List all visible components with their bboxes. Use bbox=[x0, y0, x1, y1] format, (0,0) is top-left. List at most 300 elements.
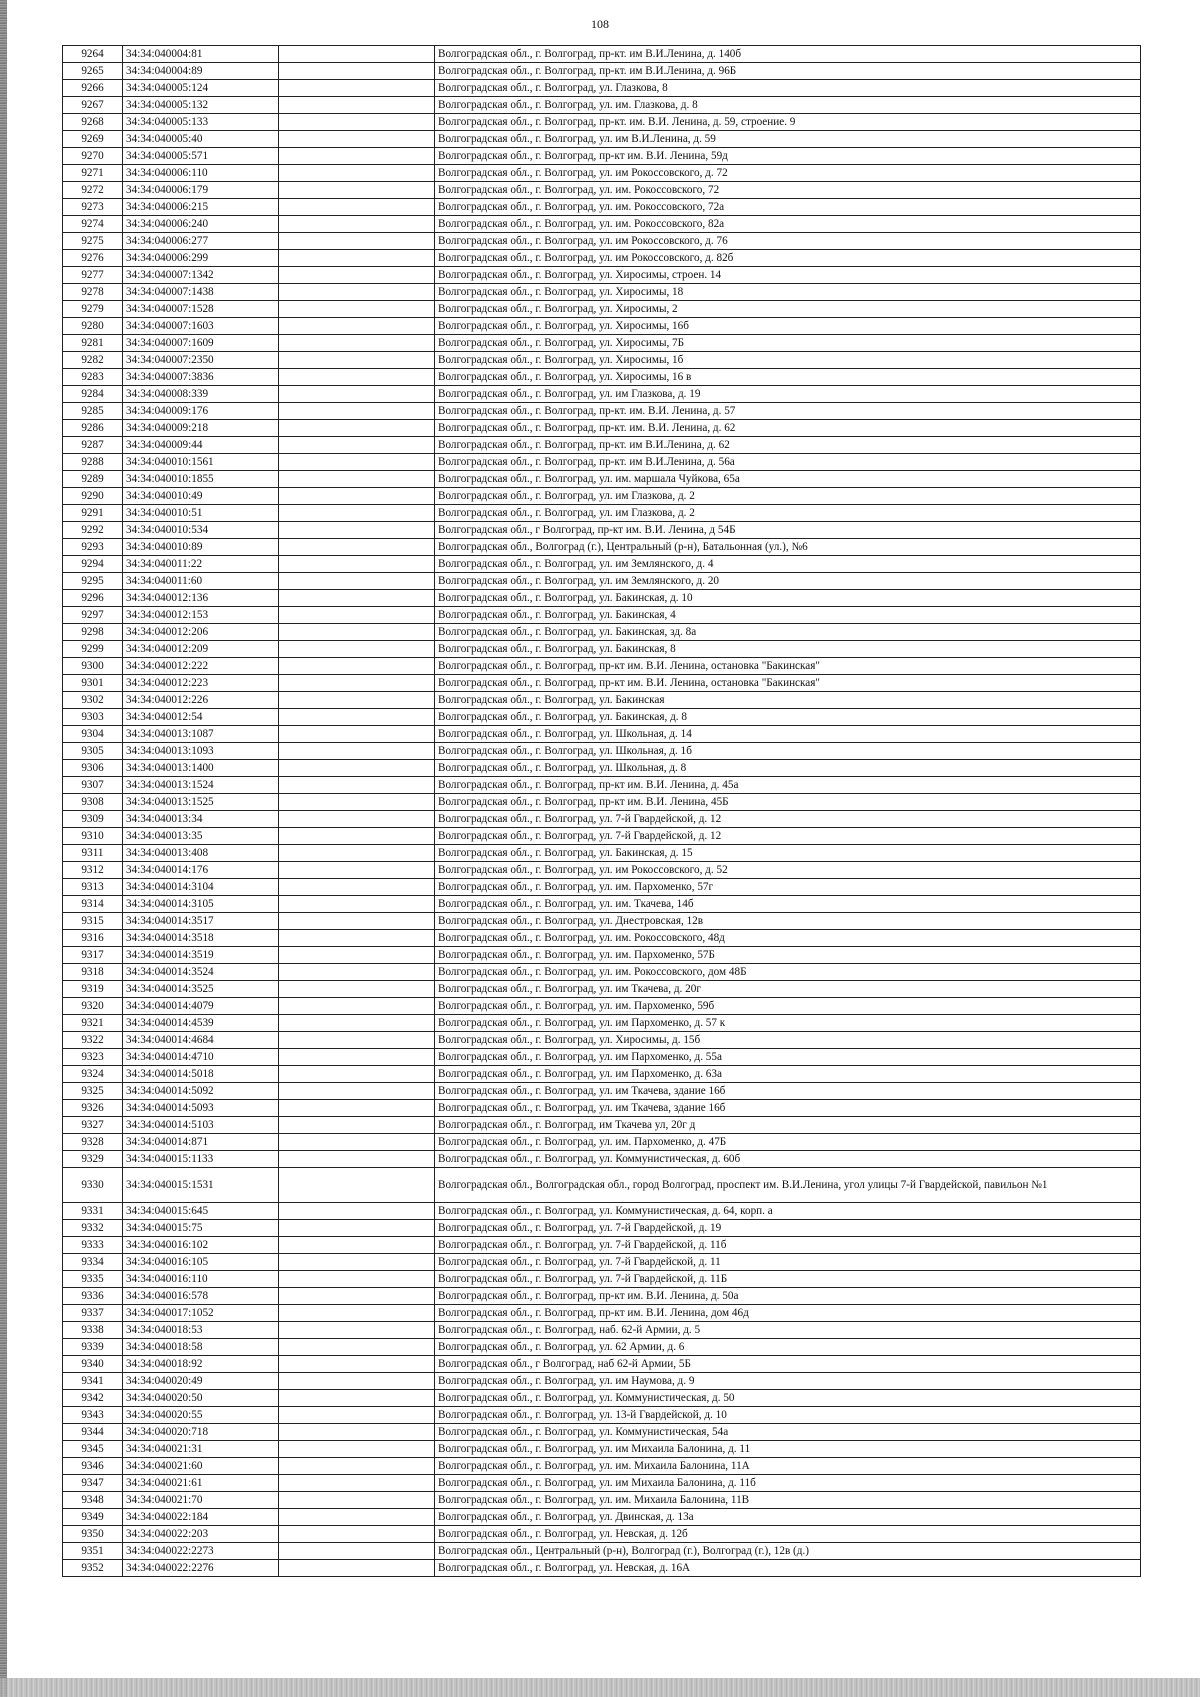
row-number-cell: 9329 bbox=[63, 1151, 123, 1168]
address-cell: Волгоградская обл., г. Волгоград, ул. Хиросимы, строен. 14 bbox=[435, 267, 1141, 284]
empty-cell bbox=[279, 301, 435, 318]
table-row bbox=[63, 590, 1141, 607]
cadastral-number-cell: 34:34:040011:22 bbox=[123, 556, 279, 573]
empty-cell bbox=[279, 352, 435, 369]
row-number-cell: 9332 bbox=[63, 1220, 123, 1237]
empty-cell bbox=[279, 454, 435, 471]
table-row bbox=[63, 794, 1141, 811]
address-cell: Волгоградская обл., г. Волгоград, ул. 7-й Гвардейской, д. 11Б bbox=[435, 1271, 1141, 1288]
empty-cell bbox=[279, 760, 435, 777]
row-number-cell: 9297 bbox=[63, 607, 123, 624]
row-number-cell: 9316 bbox=[63, 930, 123, 947]
row-number-cell: 9348 bbox=[63, 1492, 123, 1509]
address-cell: Волгоградская обл., г. Волгоград, ул. Бакинская, д. 8 bbox=[435, 709, 1141, 726]
row-number-cell: 9293 bbox=[63, 539, 123, 556]
scan-edge-bottom bbox=[0, 1678, 1200, 1697]
row-number-cell: 9284 bbox=[63, 386, 123, 403]
table-row bbox=[63, 913, 1141, 930]
address-cell: Волгоградская обл., г. Волгоград, ул. Невская, д. 16А bbox=[435, 1560, 1141, 1577]
cadastral-number-cell: 34:34:040010:1855 bbox=[123, 471, 279, 488]
empty-cell bbox=[279, 624, 435, 641]
table-row bbox=[63, 726, 1141, 743]
table-row bbox=[63, 896, 1141, 913]
address-cell: Волгоградская обл., г. Волгоград, пр-кт. им. В.И. Ленина, д. 59, строение. 9 bbox=[435, 114, 1141, 131]
empty-cell bbox=[279, 1560, 435, 1577]
address-cell: Волгоградская обл., г. Волгоград, ул. 62 Армии, д. 6 bbox=[435, 1339, 1141, 1356]
row-number-cell: 9328 bbox=[63, 1134, 123, 1151]
table-row bbox=[63, 1151, 1141, 1168]
empty-cell bbox=[279, 1424, 435, 1441]
cadastral-number-cell: 34:34:040015:645 bbox=[123, 1203, 279, 1220]
cadastral-number-cell: 34:34:040014:176 bbox=[123, 862, 279, 879]
address-cell: Волгоградская обл., г. Волгоград, пр-кт. им В.И.Ленина, д. 62 bbox=[435, 437, 1141, 454]
table-row bbox=[63, 505, 1141, 522]
empty-cell bbox=[279, 199, 435, 216]
address-cell: Волгоградская обл., г. Волгоград, ул. Невская, д. 12б bbox=[435, 1526, 1141, 1543]
table-row bbox=[63, 981, 1141, 998]
row-number-cell: 9318 bbox=[63, 964, 123, 981]
row-number-cell: 9285 bbox=[63, 403, 123, 420]
row-number-cell: 9345 bbox=[63, 1441, 123, 1458]
cadastral-number-cell: 34:34:040013:34 bbox=[123, 811, 279, 828]
cadastral-number-cell: 34:34:040021:60 bbox=[123, 1458, 279, 1475]
row-number-cell: 9334 bbox=[63, 1254, 123, 1271]
empty-cell bbox=[279, 1543, 435, 1560]
cadastral-number-cell: 34:34:040014:871 bbox=[123, 1134, 279, 1151]
address-cell: Волгоградская обл., г. Волгоград, ул. Двинская, д. 13а bbox=[435, 1509, 1141, 1526]
row-number-cell: 9344 bbox=[63, 1424, 123, 1441]
row-number-cell: 9275 bbox=[63, 233, 123, 250]
table-row bbox=[63, 947, 1141, 964]
empty-cell bbox=[279, 1134, 435, 1151]
address-cell: Волгоградская обл., г. Волгоград, ул. им. Михаила Балонина, 11А bbox=[435, 1458, 1141, 1475]
table-row bbox=[63, 63, 1141, 80]
address-cell: Волгоградская обл., г. Волгоград, пр-кт. им В.И.Ленина, д. 140б bbox=[435, 46, 1141, 63]
empty-cell bbox=[279, 641, 435, 658]
row-number-cell: 9351 bbox=[63, 1543, 123, 1560]
address-cell: Волгоградская обл., г. Волгоград, ул. им Рокоссовского, д. 76 bbox=[435, 233, 1141, 250]
row-number-cell: 9279 bbox=[63, 301, 123, 318]
address-cell: Волгоградская обл., г. Волгоград, пр-кт им. В.И. Ленина, 45Б bbox=[435, 794, 1141, 811]
cadastral-number-cell: 34:34:040005:40 bbox=[123, 131, 279, 148]
address-cell: Волгоградская обл., г. Волгоград, пр-кт. им. В.И. Ленина, д. 57 bbox=[435, 403, 1141, 420]
table-row bbox=[63, 1134, 1141, 1151]
address-cell: Волгоградская обл., г. Волгоград, пр-кт. им В.И.Ленина, д. 96Б bbox=[435, 63, 1141, 80]
row-number-cell: 9277 bbox=[63, 267, 123, 284]
row-number-cell: 9292 bbox=[63, 522, 123, 539]
table-row bbox=[63, 1168, 1141, 1203]
table-row bbox=[63, 131, 1141, 148]
empty-cell bbox=[279, 1151, 435, 1168]
address-cell: Волгоградская обл., г. Волгоград, пр-кт им. В.И. Ленина, д. 50а bbox=[435, 1288, 1141, 1305]
row-number-cell: 9338 bbox=[63, 1322, 123, 1339]
empty-cell bbox=[279, 1083, 435, 1100]
row-number-cell: 9296 bbox=[63, 590, 123, 607]
table-row bbox=[63, 1100, 1141, 1117]
row-number-cell: 9347 bbox=[63, 1475, 123, 1492]
address-cell: Волгоградская обл., г. Волгоград, ул. им Ткачева, здание 16б bbox=[435, 1083, 1141, 1100]
table-row bbox=[63, 641, 1141, 658]
empty-cell bbox=[279, 1492, 435, 1509]
empty-cell bbox=[279, 590, 435, 607]
address-cell: Волгоградская обл., г. Волгоград, пр-кт им. В.И. Ленина, 59д bbox=[435, 148, 1141, 165]
address-cell: Волгоградская обл., г. Волгоград, ул. им Глазкова, д. 2 bbox=[435, 505, 1141, 522]
empty-cell bbox=[279, 709, 435, 726]
row-number-cell: 9267 bbox=[63, 97, 123, 114]
table-row bbox=[63, 437, 1141, 454]
empty-cell bbox=[279, 403, 435, 420]
empty-cell bbox=[279, 675, 435, 692]
empty-cell bbox=[279, 471, 435, 488]
table-row bbox=[63, 1543, 1141, 1560]
row-number-cell: 9299 bbox=[63, 641, 123, 658]
empty-cell bbox=[279, 1015, 435, 1032]
table-row bbox=[63, 1339, 1141, 1356]
row-number-cell: 9294 bbox=[63, 556, 123, 573]
cadastral-number-cell: 34:34:040009:176 bbox=[123, 403, 279, 420]
address-cell: Волгоградская обл., г. Волгоград, ул. им Глазкова, д. 19 bbox=[435, 386, 1141, 403]
row-number-cell: 9271 bbox=[63, 165, 123, 182]
cadastral-number-cell: 34:34:040010:534 bbox=[123, 522, 279, 539]
row-number-cell: 9336 bbox=[63, 1288, 123, 1305]
table-row bbox=[63, 148, 1141, 165]
cadastral-number-cell: 34:34:040013:1093 bbox=[123, 743, 279, 760]
table-row bbox=[63, 1509, 1141, 1526]
table-row bbox=[63, 1424, 1141, 1441]
empty-cell bbox=[279, 250, 435, 267]
cadastral-number-cell: 34:34:040017:1052 bbox=[123, 1305, 279, 1322]
address-cell: Волгоградская обл., г. Волгоград, пр-кт им. В.И. Ленина, д. 45а bbox=[435, 777, 1141, 794]
page-number: 108 bbox=[591, 17, 609, 31]
table-row bbox=[63, 1356, 1141, 1373]
address-cell: Волгоградская обл., г. Волгоград, ул. Хиросимы, 7Б bbox=[435, 335, 1141, 352]
address-cell: Волгоградская обл., г. Волгоград, ул. им. Михаила Балонина, 11В bbox=[435, 1492, 1141, 1509]
row-number-cell: 9312 bbox=[63, 862, 123, 879]
row-number-cell: 9304 bbox=[63, 726, 123, 743]
table-row bbox=[63, 1117, 1141, 1134]
cadastral-number-cell: 34:34:040010:89 bbox=[123, 539, 279, 556]
empty-cell bbox=[279, 981, 435, 998]
empty-cell bbox=[279, 1066, 435, 1083]
cadastral-number-cell: 34:34:040004:89 bbox=[123, 63, 279, 80]
empty-cell bbox=[279, 743, 435, 760]
empty-cell bbox=[279, 522, 435, 539]
empty-cell bbox=[279, 930, 435, 947]
row-number-cell: 9322 bbox=[63, 1032, 123, 1049]
row-number-cell: 9266 bbox=[63, 80, 123, 97]
cadastral-number-cell: 34:34:040012:222 bbox=[123, 658, 279, 675]
table-row bbox=[63, 1049, 1141, 1066]
table-row bbox=[63, 114, 1141, 131]
empty-cell bbox=[279, 658, 435, 675]
empty-cell bbox=[279, 1271, 435, 1288]
row-number-cell: 9320 bbox=[63, 998, 123, 1015]
address-cell: Волгоградская обл., г. Волгоград, ул. им. Рокоссовского, 82а bbox=[435, 216, 1141, 233]
cadastral-number-cell: 34:34:040014:4684 bbox=[123, 1032, 279, 1049]
row-number-cell: 9323 bbox=[63, 1049, 123, 1066]
empty-cell bbox=[279, 335, 435, 352]
cadastral-number-cell: 34:34:040016:110 bbox=[123, 1271, 279, 1288]
empty-cell bbox=[279, 97, 435, 114]
empty-cell bbox=[279, 726, 435, 743]
scan-edge-left bbox=[0, 0, 7, 1697]
empty-cell bbox=[279, 1475, 435, 1492]
address-cell: Волгоградская обл., г. Волгоград, ул. им Ткачева, д. 20г bbox=[435, 981, 1141, 998]
address-cell: Волгоградская обл., г. Волгоград, ул. Школьная, д. 8 bbox=[435, 760, 1141, 777]
cadastral-number-cell: 34:34:040007:3836 bbox=[123, 369, 279, 386]
cadastral-number-cell: 34:34:040005:124 bbox=[123, 80, 279, 97]
row-number-cell: 9342 bbox=[63, 1390, 123, 1407]
address-cell: Волгоградская обл., г. Волгоград, ул. им. Рокоссовского, 72 bbox=[435, 182, 1141, 199]
row-number-cell: 9321 bbox=[63, 1015, 123, 1032]
empty-cell bbox=[279, 1526, 435, 1543]
empty-cell bbox=[279, 369, 435, 386]
cadastral-number-cell: 34:34:040013:1525 bbox=[123, 794, 279, 811]
row-number-cell: 9272 bbox=[63, 182, 123, 199]
cadastral-number-cell: 34:34:040006:215 bbox=[123, 199, 279, 216]
table-row bbox=[63, 165, 1141, 182]
cadastral-number-cell: 34:34:040014:4079 bbox=[123, 998, 279, 1015]
row-number-cell: 9326 bbox=[63, 1100, 123, 1117]
cadastral-number-cell: 34:34:040012:223 bbox=[123, 675, 279, 692]
address-cell: Волгоградская обл., г. Волгоград, ул. им Пархоменко, д. 55а bbox=[435, 1049, 1141, 1066]
cadastral-number-cell: 34:34:040009:44 bbox=[123, 437, 279, 454]
address-cell: Волгоградская обл., г. Волгоград, пр-кт им. В.И. Ленина, остановка "Бакинская" bbox=[435, 658, 1141, 675]
cadastral-number-cell: 34:34:040007:1438 bbox=[123, 284, 279, 301]
cadastral-number-cell: 34:34:040022:2273 bbox=[123, 1543, 279, 1560]
row-number-cell: 9300 bbox=[63, 658, 123, 675]
row-number-cell: 9289 bbox=[63, 471, 123, 488]
table-row bbox=[63, 250, 1141, 267]
cadastral-number-cell: 34:34:040018:53 bbox=[123, 1322, 279, 1339]
empty-cell bbox=[279, 1237, 435, 1254]
empty-cell bbox=[279, 488, 435, 505]
address-cell: Волгоградская обл., г. Волгоград, ул. Бакинская, д. 15 bbox=[435, 845, 1141, 862]
empty-cell bbox=[279, 777, 435, 794]
row-number-cell: 9325 bbox=[63, 1083, 123, 1100]
empty-cell bbox=[279, 1203, 435, 1220]
address-cell: Волгоградская обл., г. Волгоград, ул. им. Пархоменко, д. 47Б bbox=[435, 1134, 1141, 1151]
empty-cell bbox=[279, 998, 435, 1015]
empty-cell bbox=[279, 63, 435, 80]
cadastral-number-cell: 34:34:040013:1400 bbox=[123, 760, 279, 777]
table-row bbox=[63, 1220, 1141, 1237]
table-row bbox=[63, 386, 1141, 403]
cadastral-number-cell: 34:34:040005:571 bbox=[123, 148, 279, 165]
empty-cell bbox=[279, 845, 435, 862]
table-row bbox=[63, 301, 1141, 318]
cadastral-number-cell: 34:34:040012:136 bbox=[123, 590, 279, 607]
address-cell: Волгоградская обл., г Волгоград, наб 62-й Армии, 5Б bbox=[435, 1356, 1141, 1373]
empty-cell bbox=[279, 1356, 435, 1373]
row-number-cell: 9302 bbox=[63, 692, 123, 709]
address-cell: Волгоградская обл., г. Волгоград, ул. им Пархоменко, д. 57 к bbox=[435, 1015, 1141, 1032]
row-number-cell: 9264 bbox=[63, 46, 123, 63]
cadastral-number-cell: 34:34:040012:153 bbox=[123, 607, 279, 624]
address-cell: Волгоградская обл., г. Волгоград, ул. Хиросимы, 16б bbox=[435, 318, 1141, 335]
row-number-cell: 9291 bbox=[63, 505, 123, 522]
cadastral-number-cell: 34:34:040018:58 bbox=[123, 1339, 279, 1356]
table-row bbox=[63, 199, 1141, 216]
row-number-cell: 9340 bbox=[63, 1356, 123, 1373]
row-number-cell: 9265 bbox=[63, 63, 123, 80]
cadastral-number-cell: 34:34:040006:240 bbox=[123, 216, 279, 233]
table-row bbox=[63, 1237, 1141, 1254]
row-number-cell: 9308 bbox=[63, 794, 123, 811]
empty-cell bbox=[279, 148, 435, 165]
empty-cell bbox=[279, 131, 435, 148]
address-cell: Волгоградская обл., г. Волгоград, ул. 7-й Гвардейской, д. 12 bbox=[435, 811, 1141, 828]
address-cell: Волгоградская обл., г. Волгоград, пр-кт им. В.И. Ленина, остановка "Бакинская" bbox=[435, 675, 1141, 692]
address-cell: Волгоградская обл., г. Волгоград, ул. Коммунистическая, д. 60б bbox=[435, 1151, 1141, 1168]
row-number-cell: 9310 bbox=[63, 828, 123, 845]
cadastral-number-cell: 34:34:040020:49 bbox=[123, 1373, 279, 1390]
cadastral-number-cell: 34:34:040013:1524 bbox=[123, 777, 279, 794]
table-row bbox=[63, 1475, 1141, 1492]
row-number-cell: 9350 bbox=[63, 1526, 123, 1543]
table-row bbox=[63, 624, 1141, 641]
row-number-cell: 9283 bbox=[63, 369, 123, 386]
empty-cell bbox=[279, 1390, 435, 1407]
cadastral-number-cell: 34:34:040013:1087 bbox=[123, 726, 279, 743]
table-row bbox=[63, 1083, 1141, 1100]
row-number-cell: 9317 bbox=[63, 947, 123, 964]
table-row bbox=[63, 1560, 1141, 1577]
empty-cell bbox=[279, 862, 435, 879]
address-cell: Волгоградская обл., г. Волгоград, ул. Коммунистическая, д. 64, корп. а bbox=[435, 1203, 1141, 1220]
cadastral-number-cell: 34:34:040015:1531 bbox=[123, 1168, 279, 1203]
address-cell: Волгоградская обл., г. Волгоград, ул. им В.И.Ленина, д. 59 bbox=[435, 131, 1141, 148]
cadastral-number-cell: 34:34:040007:1603 bbox=[123, 318, 279, 335]
table-row bbox=[63, 607, 1141, 624]
address-cell: Волгоградская обл., г. Волгоград, ул. им Землянского, д. 20 bbox=[435, 573, 1141, 590]
table-row bbox=[63, 46, 1141, 63]
address-cell: Волгоградская обл., г. Волгоград, ул. Школьная, д. 14 bbox=[435, 726, 1141, 743]
empty-cell bbox=[279, 556, 435, 573]
table-row bbox=[63, 1203, 1141, 1220]
row-number-cell: 9278 bbox=[63, 284, 123, 301]
cadastral-number-cell: 34:34:040021:70 bbox=[123, 1492, 279, 1509]
address-cell: Волгоградская обл., г. Волгоград, ул. Хиросимы, 2 bbox=[435, 301, 1141, 318]
row-number-cell: 9290 bbox=[63, 488, 123, 505]
cadastral-number-cell: 34:34:040007:1528 bbox=[123, 301, 279, 318]
empty-cell bbox=[279, 165, 435, 182]
address-cell: Волгоградская обл., г. Волгоград, ул. Хиросимы, 16 в bbox=[435, 369, 1141, 386]
row-number-cell: 9282 bbox=[63, 352, 123, 369]
table-row bbox=[63, 454, 1141, 471]
cadastral-number-cell: 34:34:040014:3105 bbox=[123, 896, 279, 913]
table-row bbox=[63, 182, 1141, 199]
empty-cell bbox=[279, 386, 435, 403]
table-row bbox=[63, 1066, 1141, 1083]
row-number-cell: 9330 bbox=[63, 1168, 123, 1203]
empty-cell bbox=[279, 1322, 435, 1339]
cadastral-number-cell: 34:34:040014:5092 bbox=[123, 1083, 279, 1100]
row-number-cell: 9276 bbox=[63, 250, 123, 267]
table-row bbox=[63, 743, 1141, 760]
empty-cell bbox=[279, 879, 435, 896]
address-cell: Волгоградская обл., Волгоград (г.), Центральный (р-н), Батальонная (ул.), №6 bbox=[435, 539, 1141, 556]
empty-cell bbox=[279, 539, 435, 556]
table-row bbox=[63, 1441, 1141, 1458]
cadastral-number-cell: 34:34:040022:2276 bbox=[123, 1560, 279, 1577]
address-cell: Волгоградская обл., г. Волгоград, ул. им. Пархоменко, 57Б bbox=[435, 947, 1141, 964]
cadastral-number-cell: 34:34:040005:133 bbox=[123, 114, 279, 131]
empty-cell bbox=[279, 573, 435, 590]
table-row bbox=[63, 1032, 1141, 1049]
row-number-cell: 9295 bbox=[63, 573, 123, 590]
address-cell: Волгоградская обл., г. Волгоград, ул. Хиросимы, д. 15б bbox=[435, 1032, 1141, 1049]
address-cell: Волгоградская обл., г. Волгоград, ул. 13-й Гвардейской, д. 10 bbox=[435, 1407, 1141, 1424]
address-cell: Волгоградская обл., г. Волгоград, ул. Бакинская, зд. 8а bbox=[435, 624, 1141, 641]
address-cell: Волгоградская обл., Волгоградская обл., город Волгоград, проспект им. В.И.Ленина, угол улицы 7-й Гвардейской, павильон №1 bbox=[435, 1168, 1141, 1203]
cadastral-number-cell: 34:34:040004:81 bbox=[123, 46, 279, 63]
row-number-cell: 9349 bbox=[63, 1509, 123, 1526]
address-cell: Волгоградская обл., г. Волгоград, ул. им. Ткачева, 14б bbox=[435, 896, 1141, 913]
address-cell: Волгоградская обл., г. Волгоград, ул. Коммунистическая, д. 50 bbox=[435, 1390, 1141, 1407]
cadastral-number-cell: 34:34:040012:209 bbox=[123, 641, 279, 658]
row-number-cell: 9341 bbox=[63, 1373, 123, 1390]
table-row bbox=[63, 335, 1141, 352]
address-cell: Волгоградская обл., г. Волгоград, ул. Хиросимы, 18 bbox=[435, 284, 1141, 301]
empty-cell bbox=[279, 1407, 435, 1424]
table-row bbox=[63, 233, 1141, 250]
table-row bbox=[63, 1288, 1141, 1305]
cadastral-number-cell: 34:34:040006:110 bbox=[123, 165, 279, 182]
address-cell: Волгоградская обл., г. Волгоград, ул. им. Рокоссовского, дом 48Б bbox=[435, 964, 1141, 981]
table-row bbox=[63, 488, 1141, 505]
cadastral-number-cell: 34:34:040014:3525 bbox=[123, 981, 279, 998]
address-cell: Волгоградская обл., г. Волгоград, наб. 62-й Армии, д. 5 bbox=[435, 1322, 1141, 1339]
address-cell: Волгоградская обл., г. Волгоград, ул. им Глазкова, д. 2 bbox=[435, 488, 1141, 505]
address-cell: Волгоградская обл., г. Волгоград, ул. им. Пархоменко, 57г bbox=[435, 879, 1141, 896]
cadastral-number-cell: 34:34:040018:92 bbox=[123, 1356, 279, 1373]
address-cell: Волгоградская обл., г. Волгоград, ул. Коммунистическая, 54а bbox=[435, 1424, 1141, 1441]
cadastral-number-cell: 34:34:040014:4539 bbox=[123, 1015, 279, 1032]
cadastral-number-cell: 34:34:040014:3517 bbox=[123, 913, 279, 930]
address-cell: Волгоградская обл., г. Волгоград, ул. Хиросимы, 1б bbox=[435, 352, 1141, 369]
row-number-cell: 9313 bbox=[63, 879, 123, 896]
address-cell: Волгоградская обл., г. Волгоград, ул. им Рокоссовского, д. 82б bbox=[435, 250, 1141, 267]
table-row bbox=[63, 352, 1141, 369]
address-cell: Волгоградская обл., г. Волгоград, ул. им. Глазкова, д. 8 bbox=[435, 97, 1141, 114]
cadastral-number-cell: 34:34:040014:4710 bbox=[123, 1049, 279, 1066]
table-row bbox=[63, 811, 1141, 828]
empty-cell bbox=[279, 318, 435, 335]
row-number-cell: 9269 bbox=[63, 131, 123, 148]
row-number-cell: 9298 bbox=[63, 624, 123, 641]
table-row bbox=[63, 420, 1141, 437]
empty-cell bbox=[279, 267, 435, 284]
empty-cell bbox=[279, 114, 435, 131]
table-row bbox=[63, 879, 1141, 896]
address-cell: Волгоградская обл., г. Волгоград, пр-кт им. В.И. Ленина, дом 46д bbox=[435, 1305, 1141, 1322]
address-cell: Волгоградская обл., г. Волгоград, ул. Школьная, д. 1б bbox=[435, 743, 1141, 760]
cadastral-number-cell: 34:34:040010:1561 bbox=[123, 454, 279, 471]
empty-cell bbox=[279, 1049, 435, 1066]
empty-cell bbox=[279, 233, 435, 250]
table-row bbox=[63, 267, 1141, 284]
cadastral-number-cell: 34:34:040010:51 bbox=[123, 505, 279, 522]
cadastral-number-cell: 34:34:040014:3524 bbox=[123, 964, 279, 981]
table-row bbox=[63, 403, 1141, 420]
address-cell: Волгоградская обл., г. Волгоград, ул. Глазкова, 8 bbox=[435, 80, 1141, 97]
table-row bbox=[63, 828, 1141, 845]
table-row bbox=[63, 777, 1141, 794]
empty-cell bbox=[279, 437, 435, 454]
table-row bbox=[63, 284, 1141, 301]
cadastral-number-cell: 34:34:040022:184 bbox=[123, 1509, 279, 1526]
